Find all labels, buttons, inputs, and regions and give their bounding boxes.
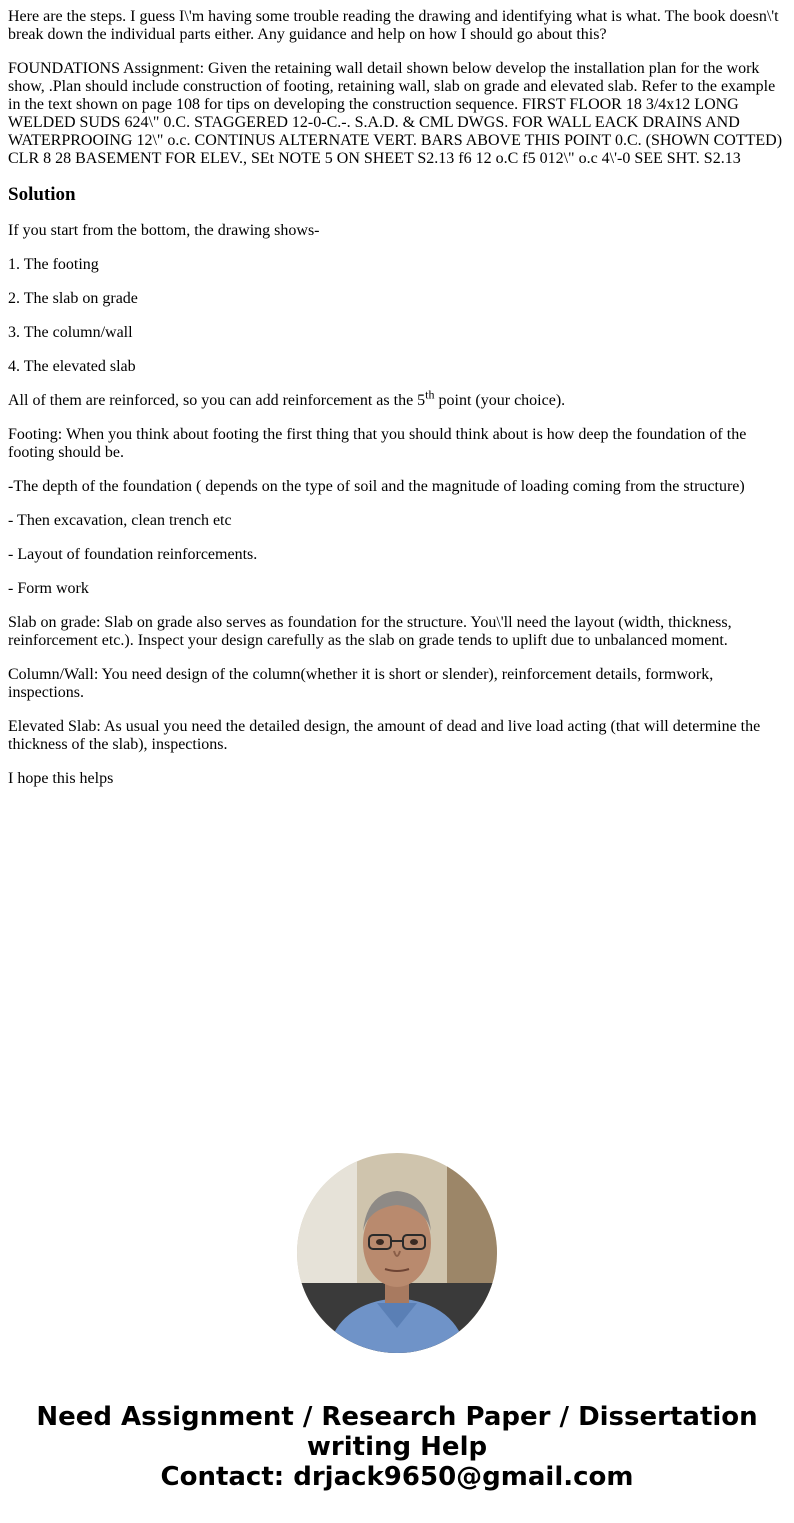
footing-step: -The depth of the foundation ( depends on the type of soil and the magnitude of loading coming from the structure) <box>8 478 745 495</box>
elevated-slab-paragraph: Elevated Slab: As usual you need the detailed design, the amount of dead and live load acting (that will determine the thickness of the slab), inspections. <box>8 718 761 753</box>
article <box>8 8 786 804</box>
question-assignment: FOUNDATIONS Assignment: Given the retaining wall detail shown below develop the installation plan for the work show, .Plan should include construction of footing, retaining wall, slab on grade and elevated slab. Refer to the example in the text shown on page 108 for tips on developing the construction sequence. FIRST FLOOR 18 3/4x12 LONG WELDED SUDS 624\" 0.C. STAGGERED 12-0-C.-. S.A.D. & CML DWGS. FOR WALL EACK DRAINS AND WATERPROOING 12\" o.c. CONTINUS ALTERNATE VERT. BARS ABOVE THIS POINT 0.C. (SHOWN COTTED) CLR 8 28 BASEMENT FOR ELEV., SEt NOTE 5 ON SHEET S2.13 f6 12 o.C f5 012\" o.c 4\'-0 SEE SHT. S2.13 <box>8 60 783 167</box>
avatar-portrait <box>297 1153 497 1353</box>
banner-line: writing Help <box>306 1432 488 1462</box>
reinforcement-text: All of them are reinforced, so you can add reinforcement as the 5 <box>8 392 426 409</box>
promo-banner <box>0 1402 794 1492</box>
list-item: 1. The footing <box>8 256 99 273</box>
footing-step: - Form work <box>8 580 89 597</box>
list-item: 3. The column/wall <box>8 324 133 341</box>
column-wall-paragraph: Column/Wall: You need design of the column(whether it is short or slender), reinforcement details, formwork, inspections. <box>8 666 714 701</box>
solution-lead: If you start from the bottom, the drawing shows- <box>8 222 320 239</box>
footing-paragraph: Footing: When you think about footing the first thing that you should think about is how deep the foundation of the footing should be. <box>8 426 747 461</box>
contact-line: Contact: drjack9650@gmail.com <box>160 1462 634 1492</box>
avatar <box>297 1153 497 1353</box>
footing-step: - Then excavation, clean trench etc <box>8 512 232 529</box>
footing-step: - Layout of foundation reinforcements. <box>8 546 258 563</box>
reinforcement-text-end: point (your choice). <box>434 392 566 409</box>
closing-line: I hope this helps <box>8 770 114 787</box>
ordinal-suffix: th <box>425 387 435 402</box>
banner-line: Need Assignment / Research Paper / Dissertation <box>36 1402 758 1432</box>
question-intro: Here are the steps. I guess I\'m having some trouble reading the drawing and identifying what is what. The book doesn\'t break down the individual parts either. Any guidance and help on how I should go about this? <box>8 8 779 43</box>
solution-heading: Solution <box>8 184 76 205</box>
list-item: 4. The elevated slab <box>8 358 136 375</box>
reinforcement-note <box>8 387 786 410</box>
slab-on-grade-paragraph: Slab on grade: Slab on grade also serves as foundation for the structure. You\'ll need the layout (width, thickness, reinforcement etc.). Inspect your design carefully as the slab on grade tends to uplift due to unbalanced moment. <box>8 614 732 649</box>
list-item: 2. The slab on grade <box>8 290 138 307</box>
